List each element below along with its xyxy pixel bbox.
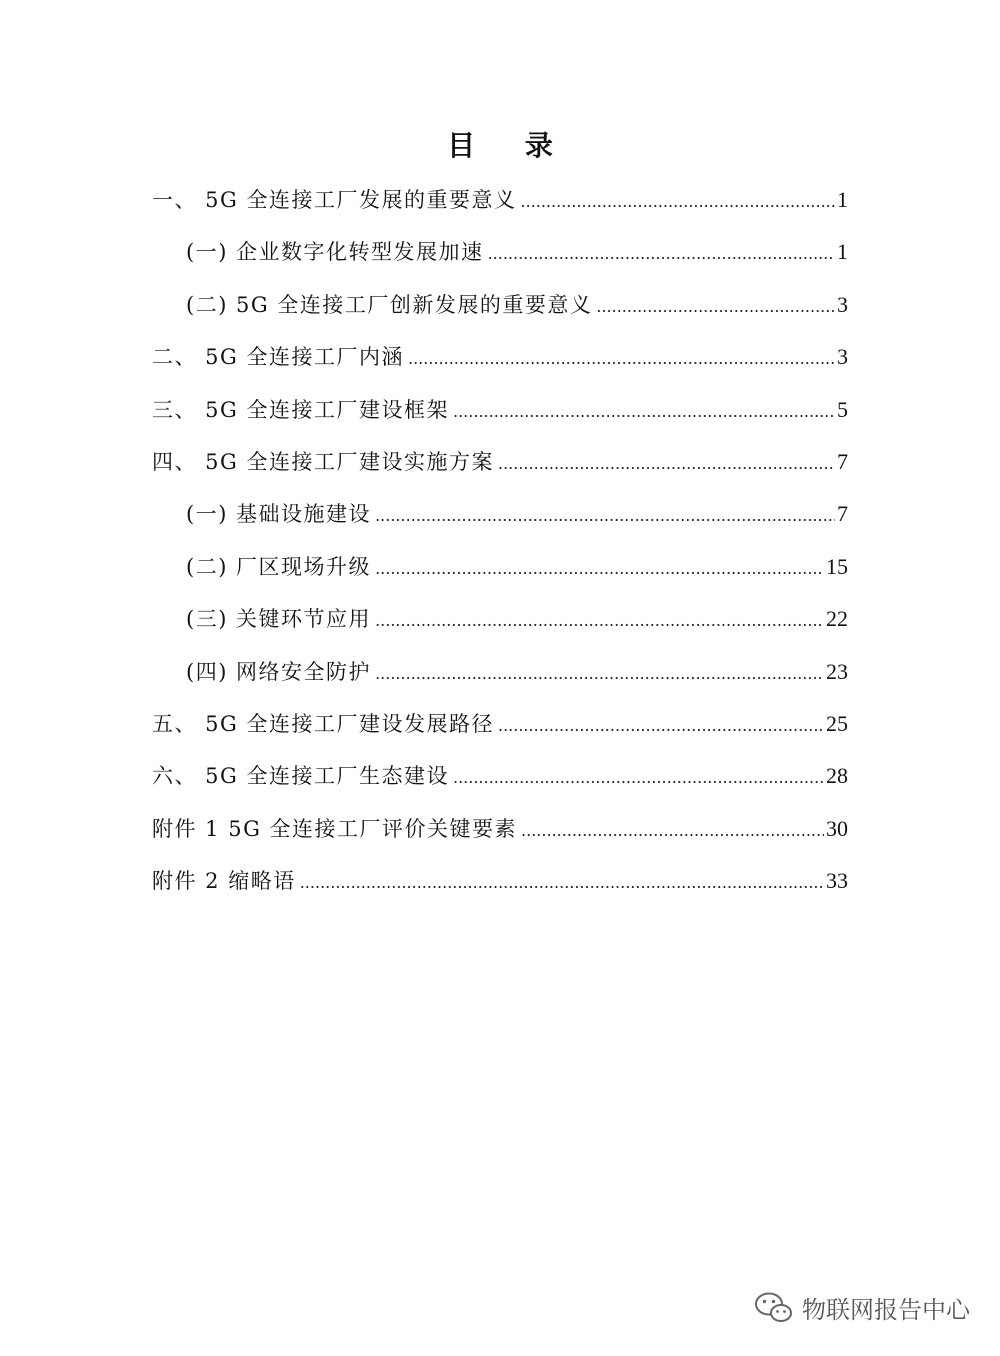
toc-entry-label: 六、 5G 全连接工厂生态建设 (152, 764, 449, 789)
toc-entry-label: (二) 厂区现场升级 (186, 554, 372, 579)
toc-dot-leader (375, 599, 824, 643)
wechat-icon (754, 1291, 794, 1325)
toc-entry-page: 22 (826, 606, 848, 632)
toc-entry-label: (一) 基础设施建设 (186, 502, 372, 527)
toc-entry-page: 3 (837, 344, 848, 370)
toc-entry-label: 五、 5G 全连接工厂建设发展路径 (152, 711, 494, 736)
toc-entry-label: 二、 5G 全连接工厂内涵 (152, 345, 404, 370)
toc-dot-leader (488, 232, 835, 276)
toc-dot-leader (408, 337, 835, 381)
toc-entry[interactable] (152, 440, 848, 492)
toc-entry-page: 15 (826, 553, 848, 579)
toc-title: 目 录 (447, 129, 573, 162)
toc-entry[interactable] (152, 388, 848, 440)
toc-dot-leader (498, 442, 835, 486)
toc-entry-label: 四、 5G 全连接工厂建设实施方案 (152, 449, 494, 474)
toc-list (152, 178, 848, 911)
toc-entry-label: (三) 关键环节应用 (186, 607, 372, 632)
toc-entry-page: 7 (837, 448, 848, 474)
toc-entry-label: 附件 2 缩略语 (152, 869, 296, 894)
toc-entry[interactable] (152, 545, 848, 597)
toc-entry-page: 1 (837, 187, 848, 212)
toc-entry-label: (四) 网络安全防护 (186, 659, 372, 684)
toc-dot-leader (375, 547, 824, 591)
toc-entry[interactable] (152, 702, 848, 754)
toc-entry-page: 33 (826, 868, 848, 894)
toc-dot-leader (453, 756, 824, 800)
toc-entry-page: 5 (837, 396, 848, 422)
toc-entry[interactable] (152, 807, 848, 859)
toc-entry-label: 附件 1 5G 全连接工厂评价关键要素 (152, 816, 518, 841)
toc-entry-page: 7 (837, 501, 848, 527)
toc-dot-leader (498, 704, 824, 748)
toc-dot-leader (375, 652, 824, 696)
toc-entry[interactable] (152, 230, 848, 282)
toc-entry-label: 一、 5G 全连接工厂发展的重要意义 (152, 188, 517, 212)
toc-dot-leader (596, 285, 835, 329)
toc-entry[interactable] (152, 650, 848, 702)
toc-entry[interactable] (152, 335, 848, 387)
toc-dot-leader (521, 180, 836, 224)
toc-entry-page: 1 (837, 239, 848, 265)
toc-entry[interactable] (152, 178, 848, 230)
toc-entry[interactable] (152, 283, 848, 335)
toc-entry-page: 30 (826, 815, 848, 841)
toc-entry-page: 28 (826, 763, 848, 789)
toc-dot-leader (521, 809, 824, 853)
toc-entry[interactable] (152, 859, 848, 911)
toc-entry-label: 三、 5G 全连接工厂建设框架 (152, 397, 449, 422)
toc-dot-leader (300, 861, 824, 905)
toc-entry-label: (一) 企业数字化转型发展加速 (186, 240, 484, 265)
toc-entry[interactable] (152, 754, 848, 806)
toc-dot-leader (375, 494, 835, 538)
toc-dot-leader (453, 390, 835, 434)
watermark (754, 1290, 970, 1325)
toc-entry[interactable] (152, 597, 848, 649)
toc-entry-page: 23 (826, 658, 848, 684)
watermark-text: 物联网报告中心 (802, 1296, 970, 1324)
toc-entry-label: (二) 5G 全连接工厂创新发展的重要意义 (186, 292, 593, 317)
toc-entry-page: 25 (826, 710, 848, 736)
toc-entry[interactable] (152, 492, 848, 544)
toc-entry-page: 3 (837, 291, 848, 317)
